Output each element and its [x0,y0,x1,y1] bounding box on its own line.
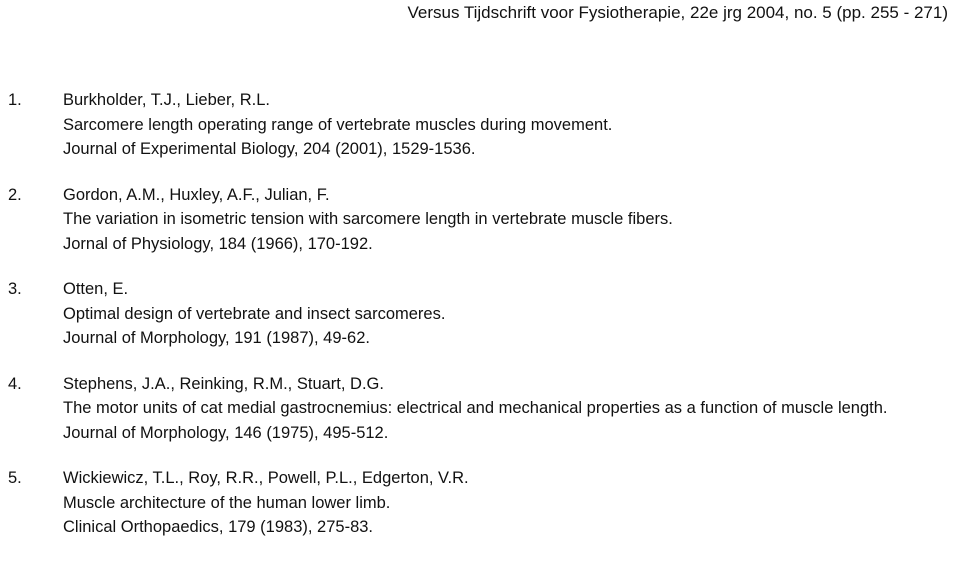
reference-body [63,277,953,351]
reference-item-3 [8,277,953,351]
reference-title: The variation in isometric tension with sarcomere length in vertebrate muscle fibers. [63,210,673,228]
reference-number: 2. [8,185,22,204]
reference-title: Sarcomere length operating range of vertebrate muscles during movement. [63,115,613,134]
reference-number: 1. [8,91,22,109]
reference-body [63,372,953,446]
reference-item-1 [8,88,953,162]
reference-title: Optimal design of vertebrate and insect sarcomeres. [63,304,446,323]
reference-source: Clinical Orthopaedics, 179 (1983), 275-83. [63,518,374,536]
reference-source: Journal of Experimental Biology, 204 (2001), 1529-1536. [63,140,476,158]
reference-list [8,88,953,561]
reference-source: Jornal of Physiology, 184 (1966), 170-192. [63,234,373,253]
reference-number: 4. [8,374,22,393]
reference-authors: Stephens, J.A., Reinking, R.M., Stuart, D.G. [63,374,384,393]
reference-authors: Otten, E. [63,280,129,298]
reference-number: 3. [8,280,22,298]
reference-title: Muscle architecture of the human lower limb. [63,493,391,512]
reference-item-2 [8,183,953,257]
reference-body [63,183,953,257]
journal-citation-header: Versus Tijdschrift voor Fysiotherapie, 22e jrg 2004, no. 5 (pp. 255 - 271) [407,3,948,22]
reference-body [63,88,953,162]
reference-number: 5. [8,469,22,487]
reference-item-5 [8,466,953,540]
reference-item-4 [8,372,953,446]
reference-authors: Burkholder, T.J., Lieber, R.L. [63,91,270,109]
reference-source: Journal of Morphology, 146 (1975), 495-512. [63,423,389,442]
reference-body [63,466,953,540]
reference-title: The motor units of cat medial gastrocnemius: electrical and mechanical properties as a function of muscle length. [63,399,888,417]
reference-source: Journal of Morphology, 191 (1987), 49-62. [63,329,370,347]
reference-authors: Gordon, A.M., Huxley, A.F., Julian, F. [63,185,330,204]
reference-authors: Wickiewicz, T.L., Roy, R.R., Powell, P.L., Edgerton, V.R. [63,469,469,487]
